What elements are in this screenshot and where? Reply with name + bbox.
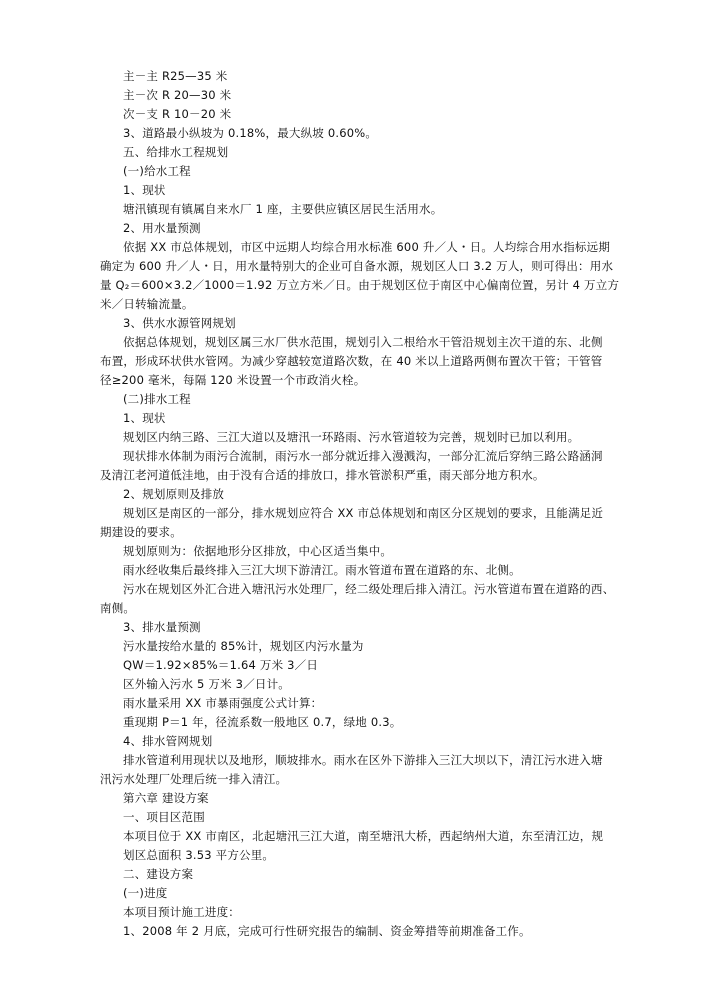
- text-line: 期建设的要求。: [100, 525, 182, 539]
- text-line: 划区总面积 3.53 平方公里。: [123, 848, 275, 862]
- item-heading: 2、规划原则及排放: [123, 487, 225, 501]
- text-line: 重现期 P＝1 年，径流系数一般地区 0.7，绿地 0.3。: [123, 715, 402, 729]
- text-line: 雨水量采用 XX 市暴雨强度公式计算：: [123, 696, 323, 710]
- subsection-heading: (一)给水工程: [123, 164, 191, 178]
- item-heading: 3、排水量预测: [123, 620, 201, 634]
- text-line: 依据总体规划，规划区属三水厂供水范围，规划引入二根给水干管沿规划主次干道的东、北侧: [123, 335, 603, 349]
- subsection-heading: (二)排水工程: [123, 392, 191, 406]
- text-line: 本项目预计施工进度：: [123, 905, 240, 919]
- section-heading: 五、给排水工程规划: [123, 145, 229, 159]
- text-line: 主－次 R 20—30 米: [123, 88, 232, 102]
- text-line: 1、2008 年 2 月底，完成可行性研究报告的编制、资金筹措等前期准备工作。: [123, 924, 531, 938]
- text-line: 区外输入污水 5 万米 3／日计。: [123, 677, 290, 691]
- text-line: 依据 XX 市总体规划，市区中远期人均综合用水标准 600 升／人・日。人均综合用水指标远期: [123, 240, 611, 254]
- item-heading: 1、现状: [123, 411, 166, 425]
- text-line: 汛污水处理厂处理后统一排入清江。: [100, 772, 288, 786]
- text-line: 布置，形成环状供水管网。为减少穿越较宽道路次数，在 40 米以上道路两侧布置次干管；干管管: [100, 354, 603, 368]
- item-heading: 4、排水管网规划: [123, 734, 213, 748]
- text-line: 及清江老河道低洼地，由于没有合适的排放口，排水管淤积严重，雨天部分地方积水。: [100, 468, 545, 482]
- text-line: 污水量按给水量的 85%计，规划区内污水量为: [123, 639, 364, 653]
- item-heading: 1、现状: [123, 183, 166, 197]
- text-line: 污水在规划区外汇合进入塘汛污水处理厂，经二级处理后排入清江。污水管道布置在道路的西、: [123, 582, 615, 596]
- text-line: 径≥200 毫米，每隔 120 米设置一个市政消火栓。: [100, 373, 366, 387]
- text-line: 本项目位于 XX 市南区，北起塘汛三江大道，南至塘汛大桥，西起纳州大道，东至清江边，规: [123, 829, 604, 843]
- text-line: 次－支 R 10－20 米: [123, 107, 232, 121]
- text-line: 确定为 600 升／人・日，用水量特别大的企业可自备水源，规划区人口 3.2 万人，则可得出：用水: [100, 259, 614, 273]
- item-heading: 2、用水量预测: [123, 221, 201, 235]
- subsection-heading: (一)进度: [123, 886, 168, 900]
- text-line: 塘汛镇现有镇属自来水厂 1 座，主要供应镇区居民生活用水。: [123, 202, 443, 216]
- text-line: 南侧。: [100, 601, 136, 615]
- section-heading: 二、建设方案: [123, 867, 194, 881]
- text-line: 米／日转输流量。: [100, 297, 194, 311]
- section-heading: 一、项目区范围: [123, 810, 205, 824]
- text-line: 排水管道利用现状以及地形，顺坡排水。雨水在区外下游排入三江大坝以下，清江污水进入塘: [123, 753, 603, 767]
- text-line: 现状排水体制为雨污合流制，雨污水一部分就近排入漫溅沟，一部分汇流后穿纳三路公路涵洞: [123, 449, 603, 463]
- text-line: 规划原则为：依据地形分区排放，中心区适当集中。: [123, 544, 393, 558]
- text-line: 雨水经收集后最终排入三江大坝下游清江。雨水管道布置在道路的东、北侧。: [123, 563, 521, 577]
- text-line: 规划区是南区的一部分，排水规划应符合 XX 市总体规划和南区分区规划的要求，且能满足近: [123, 506, 604, 520]
- chapter-heading: 第六章 建设方案: [123, 791, 209, 805]
- item-heading: 3、供水水源管网规划: [123, 316, 236, 330]
- text-line: 量 Q₂＝600×3.2／1000＝1.92 万立方米／日。由于规划区位于南区中心偏南位置，另计 4 万立方: [100, 278, 620, 292]
- text-line: 3、道路最小纵坡为 0.18%，最大纵坡 0.60%。: [123, 126, 378, 140]
- text-line: 主－主 R25—35 米: [123, 69, 228, 83]
- text-line: 规划区内纳三路、三江大道以及塘汛一环路雨、污水管道较为完善，规划时已加以利用。: [123, 430, 580, 444]
- formula-line: QW＝1.92×85%＝1.64 万米 3／日: [123, 658, 319, 672]
